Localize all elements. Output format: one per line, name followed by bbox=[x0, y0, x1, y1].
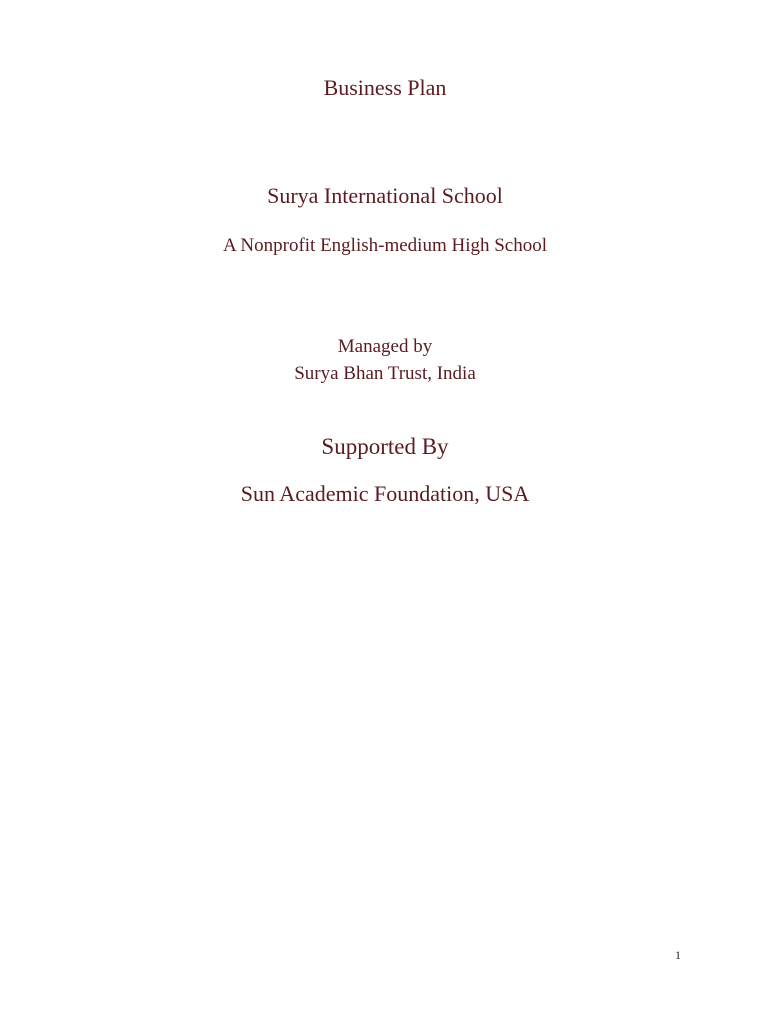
school-subtitle: A Nonprofit English-medium High School bbox=[222, 235, 548, 256]
managed-by-label: Managed by bbox=[337, 336, 433, 357]
managing-trust: Surya Bhan Trust, India bbox=[294, 363, 476, 384]
page-number: 1 bbox=[675, 948, 681, 962]
supported-by-label: Supported By bbox=[321, 434, 449, 459]
school-name: Surya International School bbox=[267, 183, 503, 208]
supporting-foundation: Sun Academic Foundation, USA bbox=[240, 481, 530, 506]
document-title: Business Plan bbox=[323, 75, 447, 100]
